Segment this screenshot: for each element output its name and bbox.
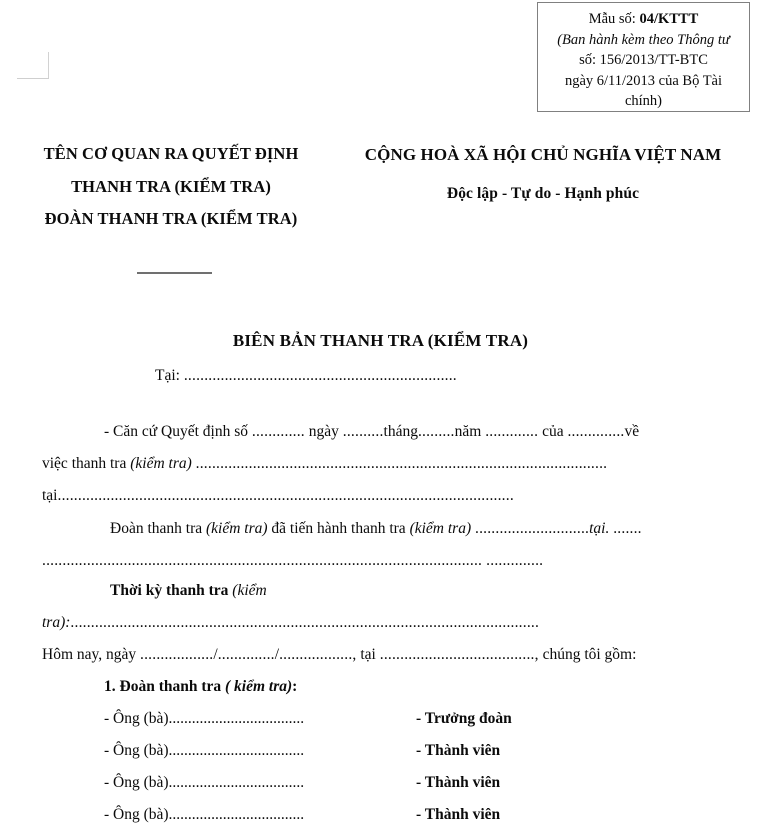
national-heading-block bbox=[336, 140, 750, 202]
corner-marker-horizontal-rule bbox=[17, 78, 49, 79]
today-prefix: Hôm nay, ngày bbox=[42, 646, 137, 663]
team-member-name-blank: - Ông (bà)................................... bbox=[104, 806, 305, 823]
inspection-period-blank: ................................................................................................................... bbox=[70, 614, 540, 631]
decision-issuer-blank: .............. bbox=[567, 423, 625, 440]
decision-about-label: về bbox=[624, 423, 640, 440]
inspection-subject-italic-note: (kiểm tra) bbox=[130, 455, 192, 472]
national-heading-line-2: Độc lập - Tự do - Hạnh phúc bbox=[446, 185, 640, 202]
team-blank-2: ....... bbox=[613, 520, 642, 537]
form-note-line-3: ngày 6/11/2013 của Bộ Tài bbox=[564, 72, 723, 89]
masthead-divider-rule bbox=[137, 272, 212, 274]
issuing-authority-block bbox=[8, 140, 334, 228]
inspection-place-line bbox=[42, 488, 514, 504]
today-suffix: chúng tôi gồm: bbox=[542, 646, 637, 663]
decision-day-label: ngày bbox=[308, 423, 339, 440]
form-note-line-2: số: 156/2013/TT-BTC bbox=[579, 52, 708, 69]
page-margin-corner-marker bbox=[17, 52, 49, 79]
team-member-role: - Thành viên bbox=[416, 806, 501, 823]
issuing-authority-line-1: TÊN CƠ QUAN RA QUYẾT ĐỊNH bbox=[43, 144, 299, 163]
decision-day-blank: .......... bbox=[342, 423, 384, 440]
form-note-line-4: chính) bbox=[624, 93, 663, 110]
decision-month-label: tháng bbox=[383, 423, 418, 440]
inspection-period-italic-close: tra): bbox=[42, 614, 71, 631]
today-place-blank: ......................................, bbox=[379, 646, 539, 663]
today-date-line bbox=[42, 647, 636, 663]
inspection-team-continuation-dots bbox=[42, 553, 543, 569]
section-1-italic-note: ( kiểm tra) bbox=[225, 678, 293, 695]
team-member-name-blank: - Ông (bà)................................... bbox=[104, 774, 305, 791]
team-member-role: - Thành viên bbox=[416, 742, 501, 759]
issuing-authority-line-3: ĐOÀN THANH TRA (KIỂM TRA) bbox=[44, 209, 298, 228]
team-member-role: - Trưởng đoàn bbox=[416, 710, 512, 727]
inspection-team-conducted-line bbox=[110, 521, 642, 537]
decision-basis-line bbox=[104, 424, 639, 440]
inspection-period-prefix: Thời kỳ thanh tra bbox=[110, 582, 229, 599]
decision-month-blank: ......... bbox=[417, 423, 455, 440]
location-label: Tại: bbox=[155, 367, 180, 384]
document-title: BIÊN BẢN THANH TRA (KIỂM TRA) bbox=[232, 331, 529, 350]
section-1-heading bbox=[104, 679, 297, 695]
today-day-blank: .................. bbox=[140, 646, 214, 663]
masthead bbox=[0, 140, 761, 240]
team-italic-note-1: (kiểm tra) bbox=[205, 520, 268, 537]
form-number-box bbox=[537, 2, 750, 112]
section-1-colon: : bbox=[292, 678, 298, 695]
location-line bbox=[155, 368, 457, 384]
team-prefix: Đoàn thanh tra bbox=[110, 520, 203, 537]
section-1-number-label: 1. Đoàn thanh tra bbox=[104, 678, 222, 695]
team-member-name-blank: - Ông (bà)................................... bbox=[104, 710, 305, 727]
team-middle-text: đã tiến hành thanh tra bbox=[271, 520, 406, 537]
inspection-place-blank: ................................................................................................................ bbox=[57, 487, 514, 504]
issuing-authority-line-2: THANH TRA (KIỂM TRA) bbox=[71, 176, 271, 196]
today-at-label: tại bbox=[360, 646, 376, 663]
national-heading-line-1: CỘNG HOÀ XÃ HỘI CHỦ NGHĨA VIỆT NAM bbox=[364, 145, 722, 164]
form-number-line bbox=[546, 9, 741, 30]
decision-year-blank: ............. bbox=[485, 423, 539, 440]
inspection-subject-blank: ..................................................................................................... bbox=[195, 455, 608, 472]
today-year-blank: .................., bbox=[279, 646, 357, 663]
team-member-role: - Thành viên bbox=[416, 774, 501, 791]
form-number-label: Mẫu số: bbox=[588, 11, 636, 27]
team-continuation-blank: ............................................................................................................ .............. bbox=[42, 552, 544, 569]
today-sep-2: / bbox=[274, 646, 280, 663]
today-sep-1: / bbox=[213, 646, 218, 663]
team-blank-1: ............................ bbox=[475, 520, 590, 537]
decision-year-label: năm bbox=[454, 423, 482, 440]
decision-number-blank: ............. bbox=[251, 423, 305, 440]
team-italic-note-2: (kiểm tra) bbox=[409, 520, 472, 537]
inspection-period-continuation-line bbox=[42, 615, 539, 631]
corner-marker-vertical-rule bbox=[48, 52, 49, 79]
inspection-subject-line bbox=[42, 456, 607, 472]
team-member-name-blank: - Ông (bà)................................... bbox=[104, 742, 305, 759]
decision-of-label: của bbox=[542, 423, 564, 440]
form-note-line-1: (Ban hành kèm theo Thông tư bbox=[557, 31, 730, 48]
location-blank-dots: ................................................................... bbox=[183, 367, 457, 384]
decision-basis-prefix: - Căn cứ Quyết định số bbox=[104, 423, 249, 440]
team-at-label: tại. bbox=[589, 520, 610, 537]
inspection-subject-prefix: việc thanh tra bbox=[42, 455, 127, 472]
inspection-period-line bbox=[110, 583, 267, 599]
inspection-place-prefix: tại bbox=[42, 487, 58, 504]
form-number-code: 04/KTTT bbox=[639, 11, 699, 27]
today-month-blank: .............. bbox=[217, 646, 275, 663]
inspection-period-italic-open: (kiểm bbox=[232, 582, 267, 599]
